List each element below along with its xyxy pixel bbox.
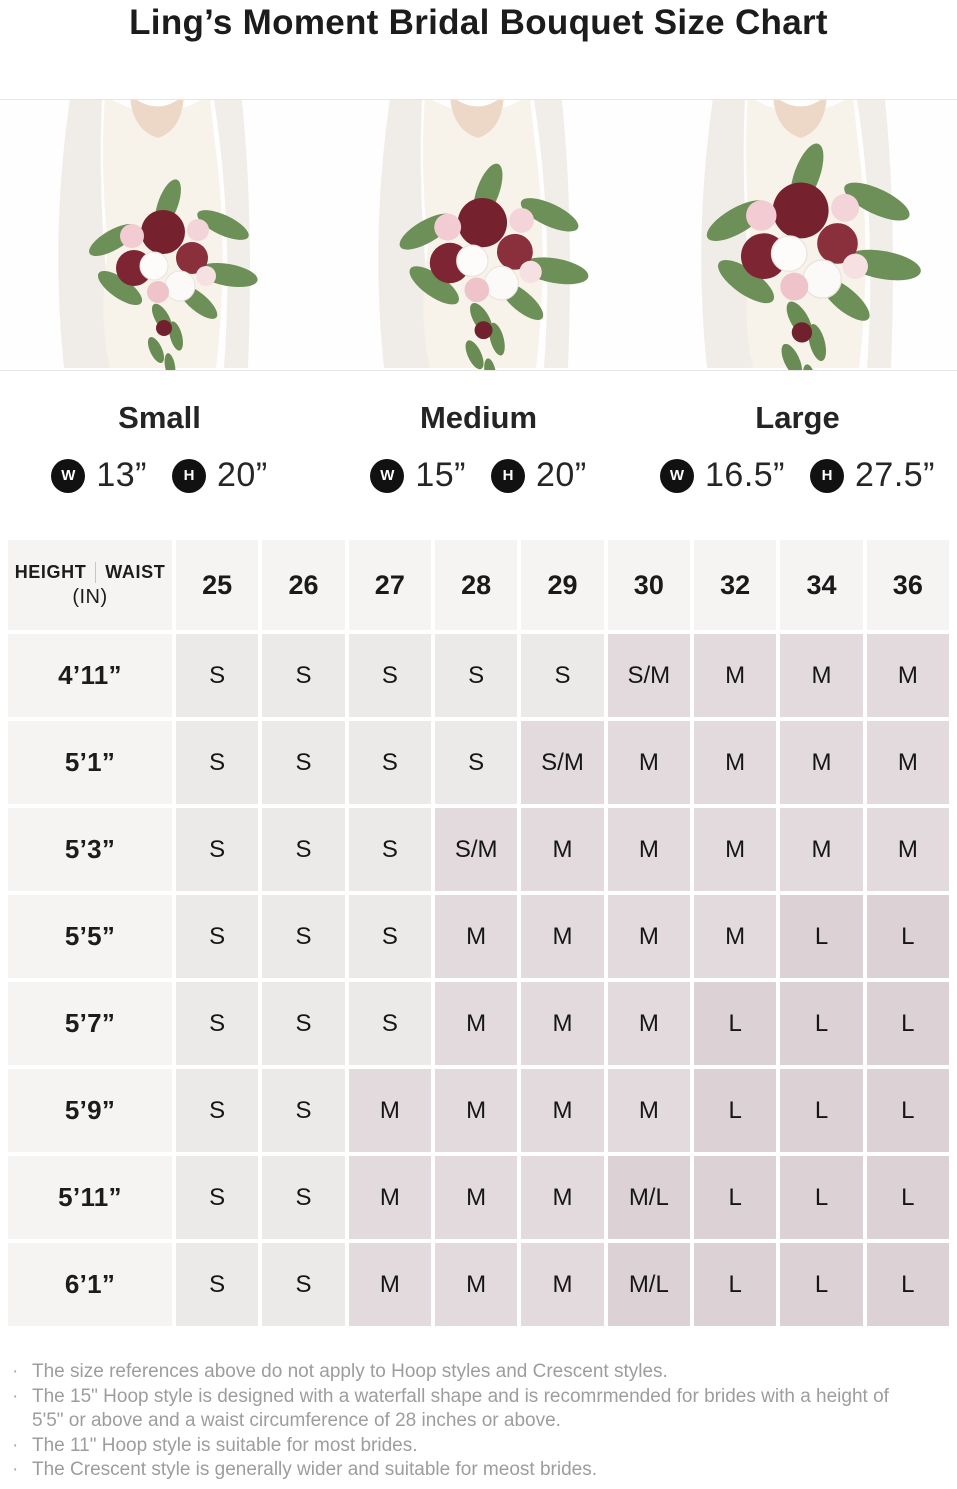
waist-column-header: 25: [176, 540, 258, 630]
footnote-text: The size references above do not apply to Hoop styles and Crescent styles.: [32, 1361, 668, 1382]
size-cell: L: [694, 1156, 776, 1239]
size-cell: L: [694, 1069, 776, 1152]
size-cell: M: [521, 808, 603, 891]
height-badge-icon: H: [491, 459, 525, 493]
bullet-icon: ·: [12, 1459, 19, 1480]
size-cell: L: [780, 1156, 862, 1239]
footnote: [10, 1458, 957, 1483]
bouquet-photos-row: [0, 99, 957, 371]
size-cell: S: [349, 982, 431, 1065]
size-cell: S: [521, 634, 603, 717]
size-cell: S: [435, 634, 517, 717]
size-cell: L: [694, 982, 776, 1065]
size-cell: M/L: [608, 1243, 690, 1326]
footnote-text: The 11" Hoop style is suitable for most brides.: [32, 1434, 418, 1456]
measure-group-small: [0, 456, 319, 495]
footnotes: [10, 1360, 957, 1483]
size-cell: M: [608, 721, 690, 804]
size-cell: S: [176, 1243, 258, 1326]
size-cell: M: [608, 808, 690, 891]
size-cell: M: [435, 982, 517, 1065]
size-cell: S: [262, 1243, 344, 1326]
size-cell: S: [176, 1069, 258, 1152]
size-cell: M: [435, 895, 517, 978]
size-cell: S: [262, 1069, 344, 1152]
height-row-label: 5’1”: [8, 721, 172, 804]
footnote-text: The 15" Hoop style is designed with a waterfall shape and is recomrmended for brides with a height of 5'5" or above and a waist circumference of 28 inches or above.: [32, 1385, 889, 1431]
size-cell: M: [435, 1243, 517, 1326]
height-waist-header: [15, 562, 166, 583]
size-cell: S: [349, 895, 431, 978]
size-cell: M: [867, 634, 949, 717]
size-cell: M: [780, 721, 862, 804]
size-names-row: [0, 400, 957, 436]
size-label-small: Small: [118, 400, 201, 435]
size-cell: S: [176, 1156, 258, 1239]
medium-width-value: 15”: [415, 456, 466, 494]
size-cell: S: [176, 982, 258, 1065]
unit-label: (IN): [72, 585, 108, 608]
height-header-label: HEIGHT: [14, 561, 87, 582]
height-row-label: 5’9”: [8, 1069, 172, 1152]
size-cell: L: [867, 1243, 949, 1326]
size-cell: M: [694, 808, 776, 891]
height-badge-icon: H: [172, 459, 206, 493]
size-cell: L: [694, 1243, 776, 1326]
footnote: [10, 1385, 957, 1434]
width-badge-icon: W: [660, 459, 694, 493]
small-width-value: 13”: [96, 456, 147, 494]
bride-photo-medium: [378, 100, 590, 370]
size-cell: S: [176, 721, 258, 804]
size-cell: L: [780, 982, 862, 1065]
footnote: [10, 1360, 957, 1385]
width-badge-icon: W: [370, 459, 404, 493]
bride-photo-large: [701, 100, 923, 370]
size-cell: M: [349, 1243, 431, 1326]
size-cell: S/M: [521, 721, 603, 804]
height-badge-icon: H: [810, 459, 844, 493]
size-cell: S: [262, 634, 344, 717]
size-cell: M: [349, 1156, 431, 1239]
size-table: [8, 540, 949, 1326]
footnote-text: The Crescent style is generally wider and suitable for meost brides.: [32, 1459, 597, 1480]
size-cell: M: [867, 808, 949, 891]
measure-group-large: [638, 456, 957, 495]
height-row-label: 5’11”: [8, 1156, 172, 1239]
size-cell: M: [867, 721, 949, 804]
size-cell: S: [349, 808, 431, 891]
size-label-large: Large: [755, 400, 840, 435]
bullet-icon: ·: [12, 1434, 19, 1456]
divider-icon: [95, 562, 96, 583]
small-height-value: 20”: [217, 456, 268, 494]
size-cell: S: [262, 982, 344, 1065]
size-cell: M: [608, 895, 690, 978]
measure-group-medium: [319, 456, 638, 495]
size-cell: M: [521, 1243, 603, 1326]
size-measures-row: [0, 456, 957, 495]
size-cell: S: [176, 634, 258, 717]
size-cell: M: [780, 808, 862, 891]
size-cell: S: [349, 721, 431, 804]
size-cell: M: [435, 1156, 517, 1239]
large-width-value: 16.5”: [705, 456, 785, 494]
height-row-label: 4’11”: [8, 634, 172, 717]
size-cell: M: [780, 634, 862, 717]
table-corner-header: [8, 540, 172, 630]
size-cell: M: [521, 1156, 603, 1239]
size-cell: S/M: [435, 808, 517, 891]
waist-column-header: 32: [694, 540, 776, 630]
size-cell: S: [176, 808, 258, 891]
size-cell: S: [176, 895, 258, 978]
footnote: [10, 1434, 957, 1459]
size-cell: M: [694, 634, 776, 717]
height-row-label: 6’1”: [8, 1243, 172, 1326]
waist-column-header: 26: [262, 540, 344, 630]
size-cell: M/L: [608, 1156, 690, 1239]
size-cell: M: [521, 1069, 603, 1152]
width-badge-icon: W: [51, 459, 85, 493]
size-cell: S: [262, 721, 344, 804]
size-cell: L: [867, 1069, 949, 1152]
size-label-medium: Medium: [419, 400, 538, 435]
size-cell: M: [608, 1069, 690, 1152]
size-cell: L: [780, 895, 862, 978]
size-cell: M: [521, 982, 603, 1065]
waist-column-header: 36: [867, 540, 949, 630]
large-height-value: 27.5”: [855, 456, 935, 494]
height-row-label: 5’3”: [8, 808, 172, 891]
medium-height-value: 20”: [536, 456, 587, 494]
size-cell: M: [349, 1069, 431, 1152]
size-cell: S: [435, 721, 517, 804]
size-cell: S: [262, 1156, 344, 1239]
bullet-icon: ·: [12, 1385, 19, 1407]
waist-column-header: 34: [780, 540, 862, 630]
size-cell: L: [780, 1243, 862, 1326]
page-title: Ling’s Moment Bridal Bouquet Size Chart: [129, 3, 828, 42]
size-cell: S: [262, 808, 344, 891]
bride-photo-small: [58, 100, 259, 370]
waist-column-header: 30: [608, 540, 690, 630]
size-cell: S: [262, 895, 344, 978]
bullet-icon: ·: [12, 1361, 19, 1382]
waist-header-label: WAIST: [105, 561, 166, 582]
size-cell: L: [780, 1069, 862, 1152]
height-row-label: 5’7”: [8, 982, 172, 1065]
size-cell: M: [694, 721, 776, 804]
size-cell: M: [521, 895, 603, 978]
waist-column-header: 27: [349, 540, 431, 630]
waist-column-header: 29: [521, 540, 603, 630]
height-row-label: 5’5”: [8, 895, 172, 978]
size-cell: L: [867, 1156, 949, 1239]
waist-column-header: 28: [435, 540, 517, 630]
size-cell: S/M: [608, 634, 690, 717]
bouquet-photos-illustration: [0, 100, 957, 370]
size-cell: L: [867, 982, 949, 1065]
size-cell: L: [867, 895, 949, 978]
size-cell: S: [349, 634, 431, 717]
size-cell: M: [694, 895, 776, 978]
size-cell: M: [435, 1069, 517, 1152]
size-cell: M: [608, 982, 690, 1065]
